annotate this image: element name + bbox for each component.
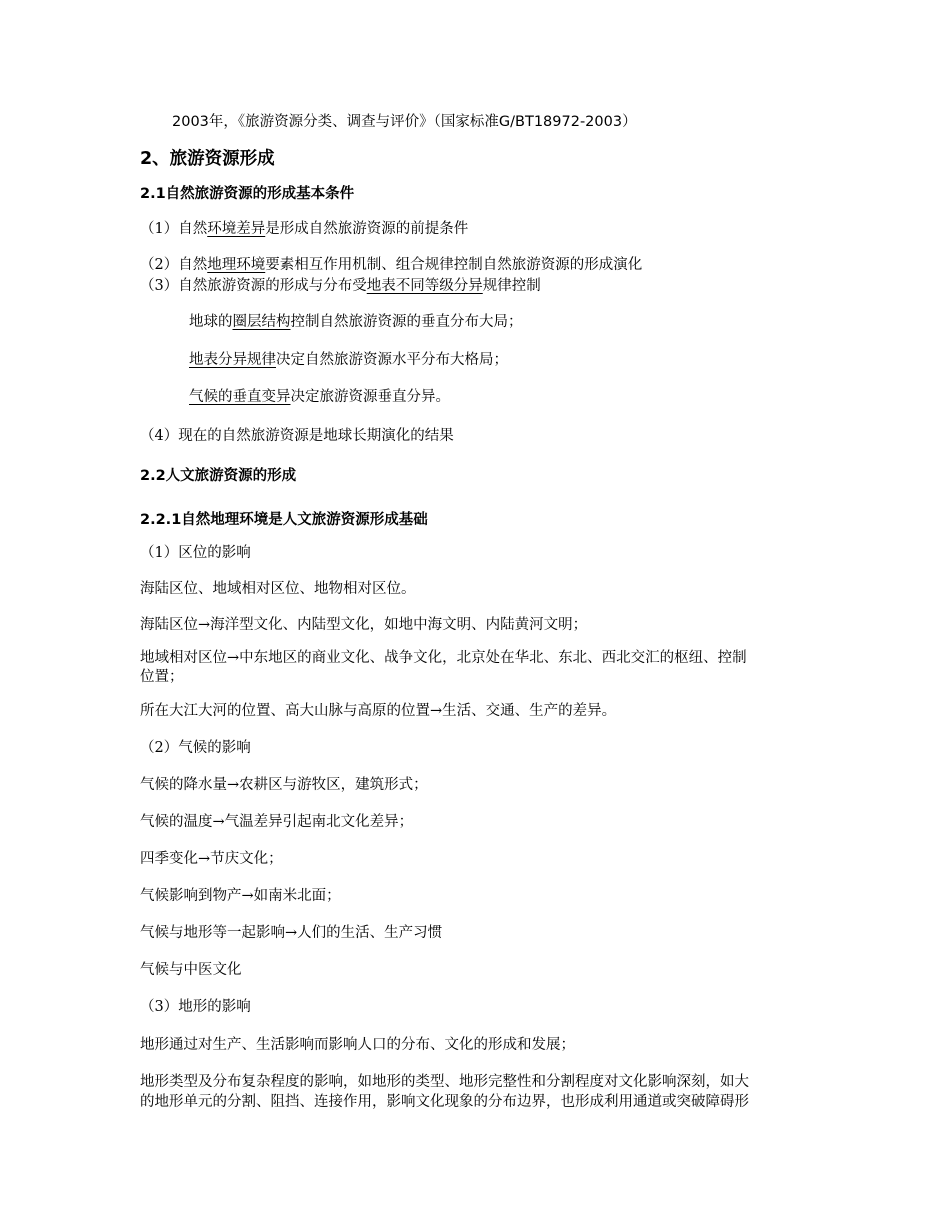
climate-paragraph-2: 气候的温度→气温差异引起南北文化差异； bbox=[140, 814, 414, 830]
location-paragraph-3-line-1: 地域相对区位→中东地区的商业文化、战争文化，北京处在华北、东北、西北交汇的枢纽、控制 bbox=[140, 650, 747, 666]
climate-paragraph-4: 气候影响到物产→如南米北面； bbox=[140, 888, 341, 904]
location-paragraph-4: 所在大江大河的位置、高大山脉与高原的位置→生活、交通、生产的差异。 bbox=[140, 703, 617, 719]
location-paragraph-3-line-2: 位置； bbox=[140, 669, 184, 685]
climate-paragraph-6: 气候与中医文化 bbox=[140, 962, 242, 978]
natural-condition-1: （1）自然环境差异是形成自然旅游资源的前提条件 bbox=[140, 221, 469, 237]
terrain-paragraph-2-line-1: 地形类型及分布复杂程度的影响，如地形的类型、地形完整性和分割程度对文化影响深刻，如大 bbox=[140, 1074, 749, 1090]
intro-line: 2003年，《旅游资源分类、调查与评价》（国家标准G/BT18972-2003） bbox=[172, 114, 637, 130]
natural-sub-item-3: 气候的垂直变异决定旅游资源垂直分异。 bbox=[189, 389, 450, 405]
climate-paragraph-1: 气候的降水量→农耕区与游牧区，建筑形式； bbox=[140, 777, 428, 793]
natural-sub-item-2: 地表分异规律决定自然旅游资源水平分布大格局； bbox=[189, 352, 508, 368]
natural-condition-3: （3）自然旅游资源的形成与分布受地表不同等级分异规律控制 bbox=[140, 278, 541, 294]
heading-cultural-resource-formation: 2.2人文旅游资源的形成 bbox=[140, 468, 297, 484]
terrain-paragraph-2-line-2: 的地形单元的分割、阻挡、连接作用，影响文化现象的分布边界，也形成利用通道或突破障碍形 bbox=[140, 1094, 749, 1110]
natural-sub-item-1: 地球的圈层结构控制自然旅游资源的垂直分布大局； bbox=[189, 314, 523, 330]
natural-condition-2: （2）自然地理环境要素相互作用机制、组合规律控制自然旅游资源的形成演化 bbox=[140, 257, 643, 273]
location-paragraph-2: 海陆区位→海洋型文化、内陆型文化，如地中海文明、内陆黄河文明； bbox=[140, 617, 588, 633]
heading-natural-resource-conditions: 2.1自然旅游资源的形成基本条件 bbox=[140, 186, 355, 202]
climate-paragraph-3: 四季变化→节庆文化； bbox=[140, 851, 283, 867]
section-location-title: （1）区位的影响 bbox=[140, 545, 251, 561]
section-climate-title: （2）气候的影响 bbox=[140, 740, 251, 756]
heading-tourism-resource-formation: 2、旅游资源形成 bbox=[140, 149, 275, 169]
natural-condition-4: （4）现在的自然旅游资源是地球长期演化的结果 bbox=[140, 428, 454, 444]
terrain-paragraph-1: 地形通过对生产、生活影响而影响人口的分布、文化的形成和发展； bbox=[140, 1037, 575, 1053]
section-terrain-title: （3）地形的影响 bbox=[140, 999, 251, 1015]
climate-paragraph-5: 气候与地形等一起影响→人们的生活、生产习惯 bbox=[140, 925, 443, 941]
location-paragraph-1: 海陆区位、地域相对区位、地物相对区位。 bbox=[140, 581, 416, 597]
heading-natural-geography-basis: 2.2.1自然地理环境是人文旅游资源形成基础 bbox=[140, 512, 428, 528]
